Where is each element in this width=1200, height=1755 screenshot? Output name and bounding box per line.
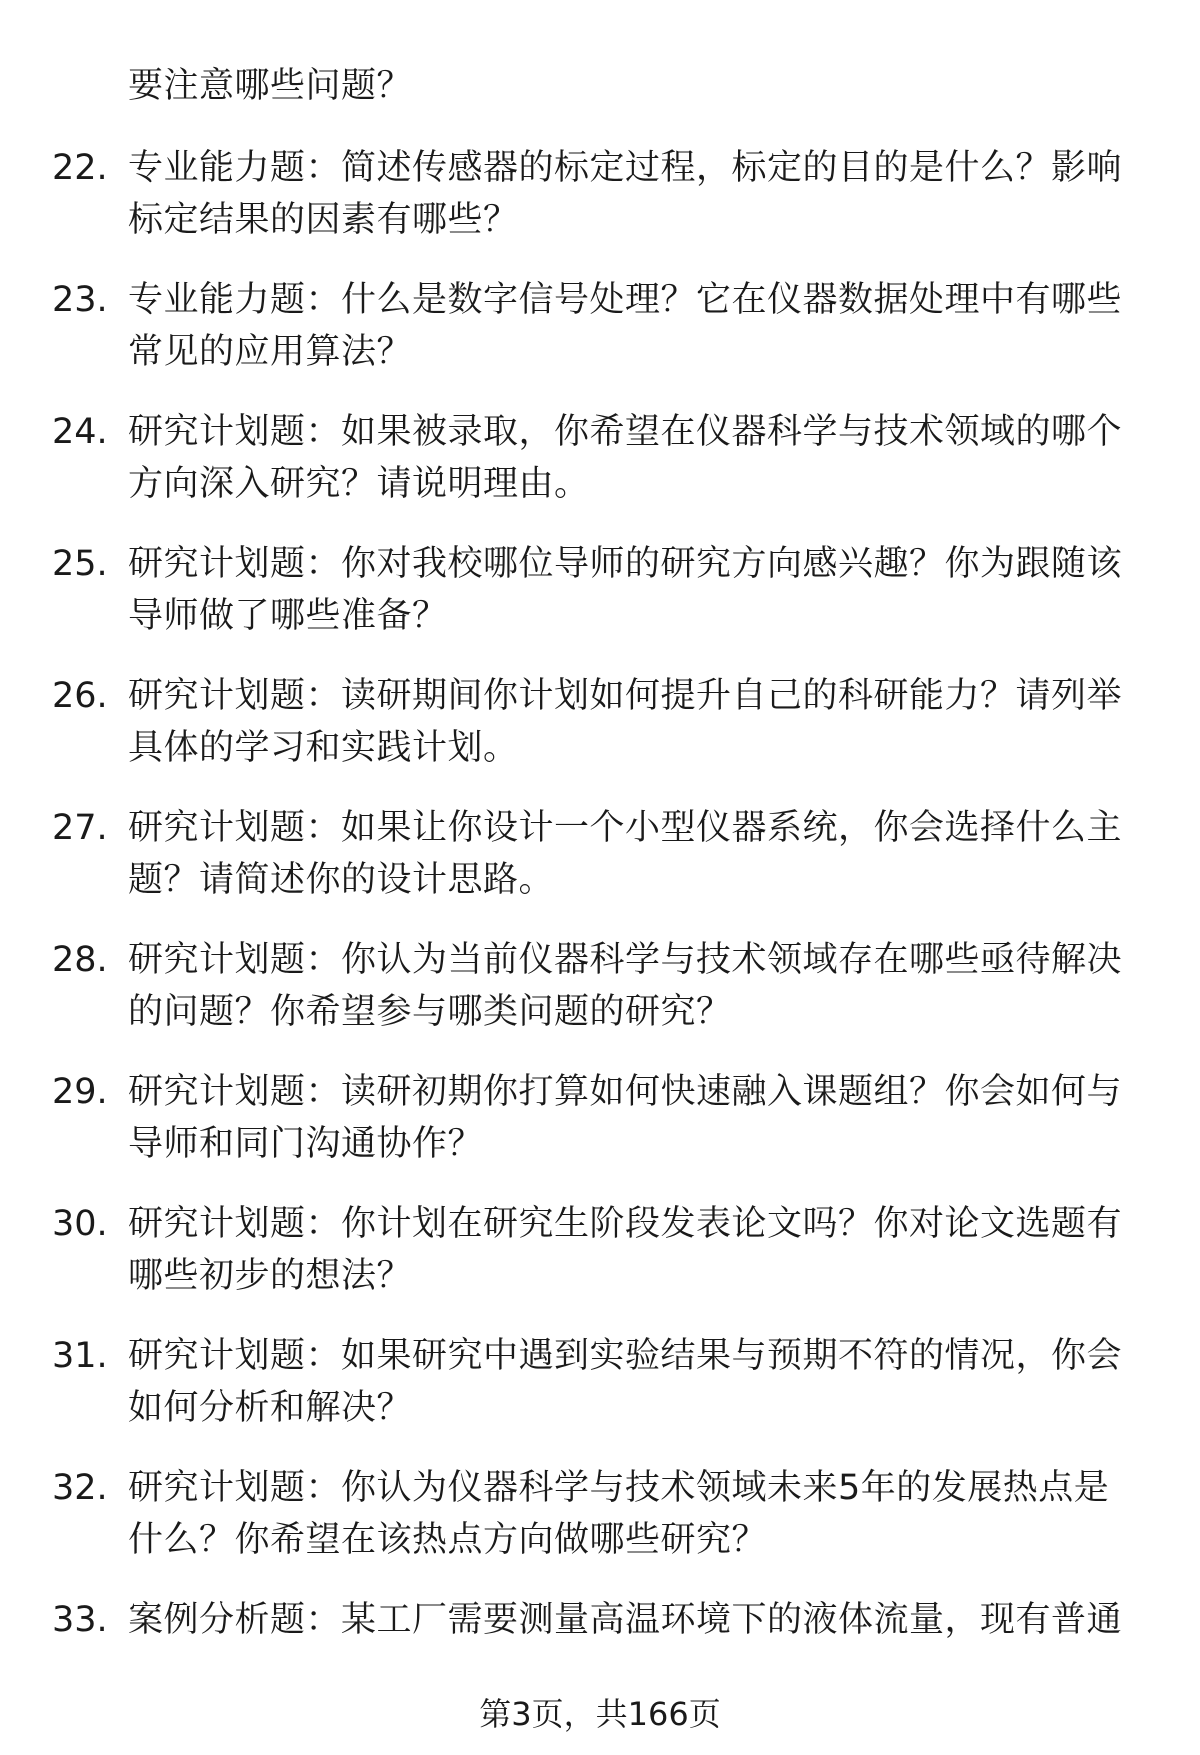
list-item xyxy=(0,934,1200,1066)
question-number: 26. xyxy=(52,676,108,716)
question-text: 研究计划题：你认为当前仪器科学与技术领域存在哪些亟待解决的问题？你希望参与哪类问题的研究？ xyxy=(128,940,1123,1032)
question-text: 研究计划题：你认为仪器科学与技术领域未来5年的发展热点是什么？你希望在该热点方向做哪些研究？ xyxy=(128,1468,1110,1560)
list-item xyxy=(0,1198,1200,1330)
list-item xyxy=(0,538,1200,670)
question-number: 23. xyxy=(52,280,108,320)
list-item xyxy=(0,142,1200,274)
question-list xyxy=(0,142,1200,1726)
question-text: 研究计划题：读研初期你打算如何快速融入课题组？你会如何与导师和同门沟通协作？ xyxy=(128,1072,1123,1164)
list-item xyxy=(0,1330,1200,1462)
list-item xyxy=(0,1066,1200,1198)
question-text: 研究计划题：你对我校哪位导师的研究方向感兴趣？你为跟随该导师做了哪些准备？ xyxy=(128,544,1123,636)
question-number: 32. xyxy=(52,1468,108,1508)
question-text: 研究计划题：如果研究中遇到实验结果与预期不符的情况，你会如何分析和解决？ xyxy=(128,1336,1123,1428)
question-text: 研究计划题：如果让你设计一个小型仪器系统，你会选择什么主题？请简述你的设计思路。 xyxy=(128,808,1123,900)
question-number: 27. xyxy=(52,808,108,848)
question-number: 22. xyxy=(52,148,108,188)
question-text: 案例分析题：某工厂需要测量高温环境下的液体流量，现有普通 xyxy=(128,1600,1123,1640)
question-number: 28. xyxy=(52,940,108,980)
question-number: 31. xyxy=(52,1336,108,1376)
list-item xyxy=(0,1462,1200,1594)
question-number: 25. xyxy=(52,544,108,584)
list-item xyxy=(0,406,1200,538)
question-number: 33. xyxy=(52,1600,108,1640)
list-item xyxy=(0,802,1200,934)
continuation-text: 要注意哪些问题？ xyxy=(128,66,413,106)
question-text: 研究计划题：读研期间你计划如何提升自己的科研能力？请列举具体的学习和实践计划。 xyxy=(128,676,1123,768)
question-text: 研究计划题：如果被录取，你希望在仪器科学与技术领域的哪个方向深入研究？请说明理由。 xyxy=(128,412,1123,504)
question-number: 24. xyxy=(52,412,108,452)
question-number: 30. xyxy=(52,1204,108,1244)
question-text: 专业能力题：什么是数字信号处理？它在仪器数据处理中有哪些常见的应用算法？ xyxy=(128,280,1123,372)
list-item xyxy=(0,274,1200,406)
question-number: 29. xyxy=(52,1072,108,1112)
question-text: 研究计划题：你计划在研究生阶段发表论文吗？你对论文选题有哪些初步的想法？ xyxy=(128,1204,1123,1296)
question-text: 专业能力题：简述传感器的标定过程，标定的目的是什么？影响标定结果的因素有哪些？ xyxy=(128,148,1123,240)
page-footer: 第3页，共166页 xyxy=(479,1695,721,1733)
list-item xyxy=(0,670,1200,802)
